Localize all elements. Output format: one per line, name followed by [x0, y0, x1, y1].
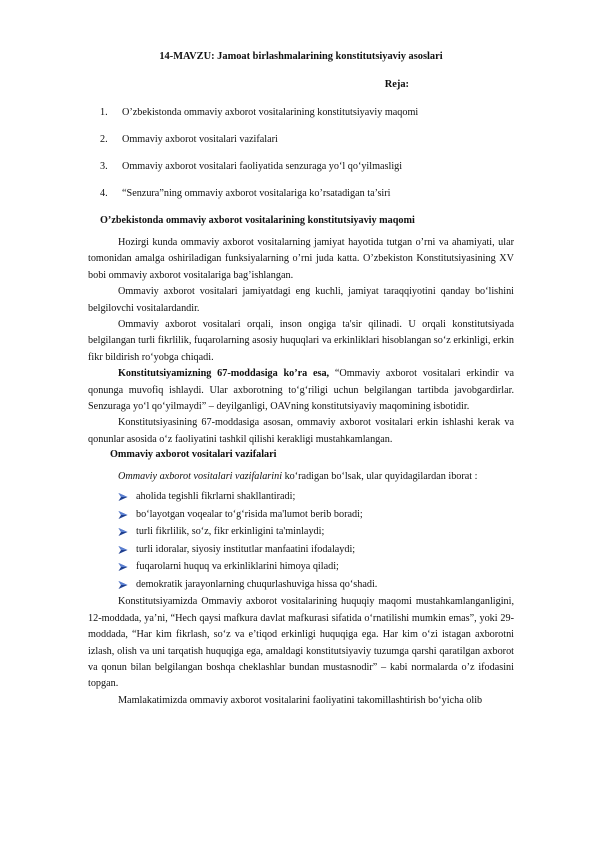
- article-67-lead: Konstitutsiyamizning 67-moddasiga ko’ra esa,: [118, 368, 330, 380]
- list-item: [118, 506, 514, 524]
- list-item-text: turli idoralar, siyosiy institutlar manfaatini ifodalaydi;: [136, 543, 356, 555]
- paragraph: Ommaviy axborot vositalari jamiyatdagi eng kuchli, jamiyat taraqqiyotini qanday bo‘lishini belgilovchi vositalardandir.: [88, 286, 514, 314]
- section-heading-functions: Ommaviy axborot vositalari vazifalari: [110, 449, 277, 461]
- list-item-text: demokratik jarayonlarning chuqurlashuviga hissa qo‘shadi.: [136, 578, 378, 590]
- plan-item-text: Ommaviy axborot vositalari faoliyatida senzuraga yo‘l qo‘yilmasligi: [122, 161, 403, 172]
- paragraph: Mamlakatimizda ommaviy axborot vositalarini faoliyatini takomillashtirish bo‘yicha olib: [118, 694, 483, 706]
- plan-item-number: 4.: [100, 188, 108, 199]
- plan-item-text: Ommaviy axborot vositalari vazifalari: [122, 134, 278, 145]
- paragraph: Konstitutsiyasining 67-moddasiga asosan, ommaviy axborot vositalari erkin ishlashi kerak va qonunlar asosida o‘z faoliyatini tashkil qilishi kerakligi mustahkamlangan.: [88, 417, 514, 445]
- list-item-text: aholida tegishli fikrlarni shakllantiradi;: [136, 491, 296, 503]
- paragraph: Hozirgi kunda ommaviy axborot vositalarning jamiyat hayotida tutgan o’rni va ahamiyati, ular tomonidan amalga oshiriladigan funksiyalarning o’rni juda katta. O’zbekiston Konstitutsiyasining XV bobi ommaviy axborot vositalariga bag’ishlangan.: [88, 237, 514, 281]
- plan-item-text: O’zbekistonda ommaviy axborot vositalarining konstitutsiyaviy maqomi: [122, 107, 419, 118]
- article-67-text: “Ommaviy axborot vositalari erkindir va qonunga muvofiq ishlaydi. Ular axborotning to‘g‘riligi uchun belgilangan tartibda javobgardirlar. Senzuraga yo‘l qo‘yilmaydi” – deyilganligi, OAVning konstitutsiyaviy maqomining isbotidir.: [88, 368, 514, 413]
- arrow-bullet-icon: [118, 527, 128, 537]
- functions-list: [88, 488, 514, 593]
- list-item-text: bo‘layotgan voqealar to‘g‘risida ma'lumot berib boradi;: [136, 508, 363, 520]
- plan-item-text: “Senzura”ning ommaviy axborot vositalariga ko’rsatadigan ta’siri: [122, 188, 391, 199]
- list-item-text: fuqarolarni huquq va erkinliklarini himoya qiladi;: [136, 561, 339, 573]
- plan-item: [88, 106, 514, 119]
- plan-item-number: 2.: [100, 134, 108, 145]
- list-item-text: turli fikrlilik, so‘z, fikr erkinligini ta'minlaydi;: [136, 526, 325, 538]
- arrow-bullet-icon: [118, 492, 128, 502]
- plan-heading: Reja:: [384, 79, 409, 90]
- arrow-bullet-icon: [118, 510, 128, 520]
- plan-item-number: 1.: [100, 107, 108, 118]
- section-heading-status: O’zbekistonda ommaviy axborot vositalarining konstitutsiyaviy maqomi: [100, 215, 415, 226]
- paragraph-article-67: [88, 366, 514, 415]
- functions-intro-term: Ommaviy axborot vositalari vazifalarini: [118, 471, 283, 483]
- plan-item: [88, 187, 514, 200]
- document-title: 14-MAVZU: Jamoat birlashmalarining konstitutsiyaviy asoslari: [159, 51, 443, 62]
- plan-item: [88, 160, 514, 173]
- list-item: [118, 576, 514, 594]
- paragraph: Ommaviy axborot vositalari orqali, inson ongiga ta'sir qilinadi. U orqali konstitutsiyada belgilangan turli fikrlilik, fuqarolarning asosiy huquqlari va erkinliklari hisoblangan so‘z erkinligi, erkin fikr bildirish ro‘yobga chiqadi.: [88, 319, 514, 363]
- functions-intro: [118, 469, 514, 484]
- list-item: [118, 523, 514, 541]
- list-item: [118, 558, 514, 576]
- list-item: [118, 541, 514, 559]
- plan-item: [88, 133, 514, 146]
- plan-item-number: 3.: [100, 161, 108, 172]
- arrow-bullet-icon: [118, 545, 128, 555]
- arrow-bullet-icon: [118, 580, 128, 590]
- plan-list: [88, 106, 514, 200]
- list-item: [118, 488, 514, 506]
- paragraph: Konstitutsiyamizda Ommaviy axborot vositalarining huquqiy maqomi mustahkamlanganligini, 12-moddada, ya’ni, “Hech qaysi mafkura davlat mafkurasi sifatida o‘rnatilishi mumkin emas”, yoki 29-moddada, “Har kim fikrlash, so‘z va e’tiqod erkinligi huquqiga ega. Har kim o‘zi istagan axborotni izlash, olish va uni tarqatish huquqiga ega, amaldagi konstitutsiyaviy tuzumga qarshi qaratilgan axborot va qonun bilan belgilangan boshqa cheklashlar bundan mustasnodir” – kabi normalarda o’z ifodasini topgan.: [88, 596, 514, 690]
- arrow-bullet-icon: [118, 562, 128, 572]
- functions-intro-rest: ko‘radigan bo‘lsak, ular quyidagilardan iborat :: [282, 471, 478, 483]
